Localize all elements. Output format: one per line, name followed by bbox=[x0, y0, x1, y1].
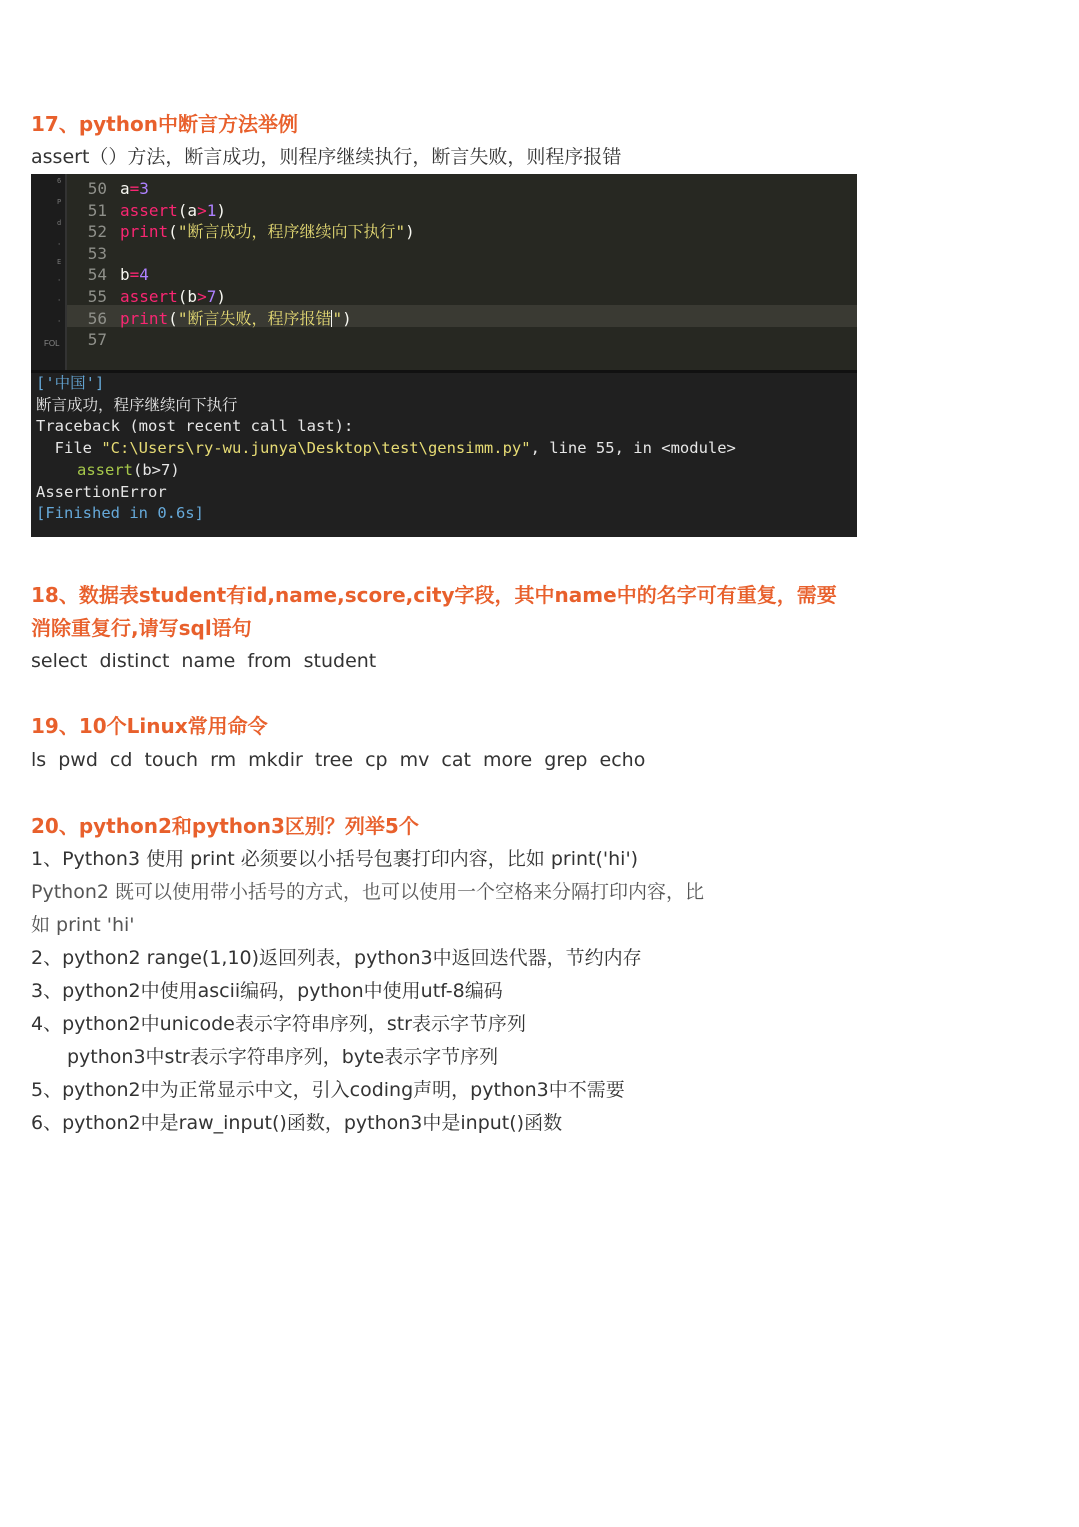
code-editor bbox=[31, 174, 857, 370]
line-number: 55 bbox=[87, 287, 107, 306]
question-17-title: 17、python中断言方法举例 bbox=[31, 112, 298, 136]
question-18-answer: select distinct name from student bbox=[31, 650, 377, 672]
output-line: AssertionError bbox=[36, 482, 167, 501]
line-number: 51 bbox=[87, 200, 107, 220]
code-line-51: assert(a>1) bbox=[120, 200, 226, 220]
question-20-item: 3、python2中使用ascii编码，python中使用utf-8编码 bbox=[31, 980, 503, 1002]
line-number: 52 bbox=[87, 222, 107, 242]
question-18-title-line-2: 消除重复行,请写sql语句 bbox=[31, 616, 252, 640]
question-20-item: 6、python2中是raw_input()函数，python3中是input()函数 bbox=[31, 1112, 563, 1134]
question-20-item: python3中str表示字符串序列，byte表示字节序列 bbox=[67, 1046, 499, 1068]
output-line: assert(b>7) bbox=[77, 460, 180, 479]
line-number: 50 bbox=[87, 179, 107, 198]
output-line: File "C:\Users\ry-wu.junya\Desktop\test\gensimm.py", line 55, in <module> bbox=[36, 439, 736, 458]
output-line: Traceback (most recent call last): bbox=[36, 417, 354, 436]
line-number: 56 bbox=[87, 308, 107, 328]
code-line-56: print("断言失败，程序报错") bbox=[120, 308, 352, 328]
output-line: ['中国'] bbox=[36, 374, 105, 392]
question-20-item: Python2 既可以使用带小括号的方式，也可以使用一个空格来分隔打印内容，比 bbox=[31, 881, 704, 903]
question-20-item: 1、Python3 使用 print 必须要以小括号包裹打印内容，比如 print('hi') bbox=[31, 848, 639, 870]
question-17-description: assert（）方法，断言成功，则程序继续执行，断言失败，则程序报错 bbox=[31, 146, 622, 168]
question-20-title: 20、python2和python3区别？列举5个 bbox=[31, 814, 419, 838]
question-20-item: 如 print 'hi' bbox=[31, 914, 135, 936]
question-20-item: 4、python2中unicode表示字符串序列，str表示字节序列 bbox=[31, 1013, 526, 1035]
question-19-answer: ls pwd cd touch rm mkdir tree cp mv cat more grep echo bbox=[31, 749, 646, 771]
question-18-title-line-1: 18、数据表student有id,name,score,city字段，其中name中的名字可有重复，需要 bbox=[31, 583, 837, 607]
code-line-54: b=4 bbox=[120, 265, 149, 285]
code-line-50: a=3 bbox=[120, 179, 149, 198]
code-screenshot bbox=[31, 174, 857, 537]
line-number: 54 bbox=[87, 265, 107, 285]
code-line-52: print("断言成功，程序继续向下执行") bbox=[120, 222, 415, 242]
sidebar-strip: 6 P d ' E ' ' ' FOL bbox=[31, 174, 65, 370]
question-19-title: 19、10个Linux常用命令 bbox=[31, 714, 268, 738]
line-number: 57 bbox=[87, 330, 107, 350]
question-20-item: 5、python2中为正常显示中文，引入coding声明，python3中不需要 bbox=[31, 1079, 625, 1101]
code-line-55: assert(b>7) bbox=[120, 287, 226, 306]
output-line: [Finished in 0.6s] bbox=[36, 504, 204, 523]
line-number: 53 bbox=[87, 243, 107, 263]
folder-label: FOL bbox=[44, 339, 60, 348]
output-line: 断言成功，程序继续向下执行 bbox=[36, 395, 238, 414]
question-20-item: 2、python2 range(1,10)返回列表，python3中返回迭代器，节约内存 bbox=[31, 947, 642, 969]
